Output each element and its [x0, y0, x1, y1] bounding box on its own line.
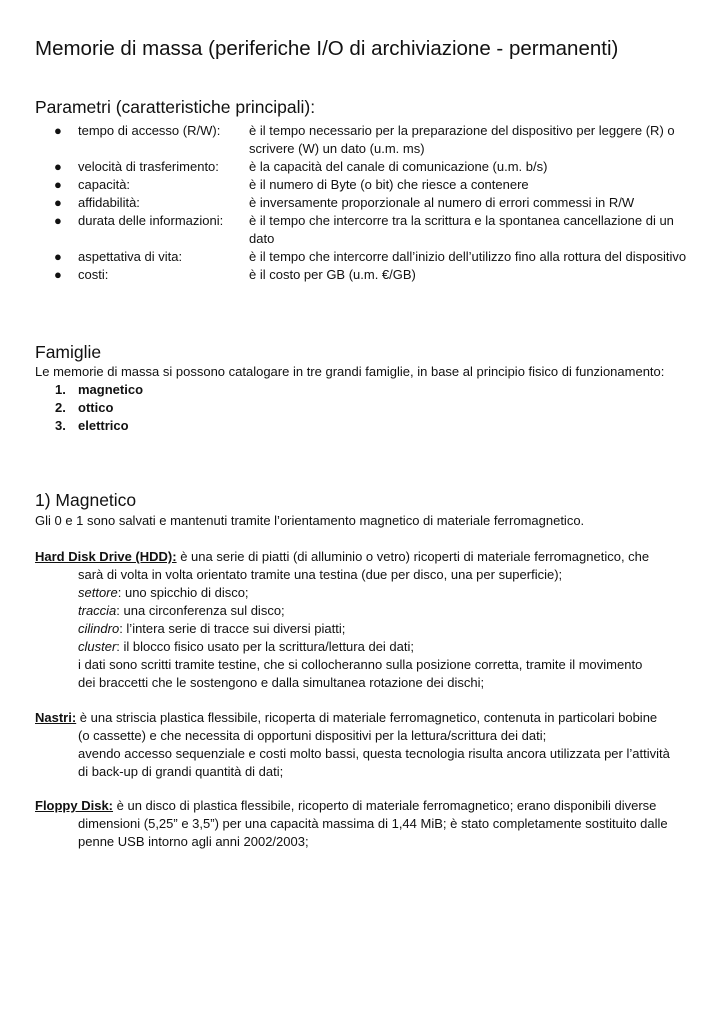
parameter-description: è il costo per GB (u.m. €/GB): [249, 267, 416, 282]
list-item: [0, 194, 725, 212]
parameter-name: costi:: [78, 267, 109, 282]
list-item: [0, 176, 725, 194]
parametri-list: [0, 122, 725, 284]
term-cilindro: cilindro: [78, 621, 120, 636]
floppy-description: è un disco di plastica flessibile, ricoperto di materiale ferromagnetico; erano disponibili diverse: [113, 798, 657, 813]
nastri-line: (o cassette) e che necessita di opportuni dispositivi per la lettura/scrittura dei dati;: [78, 728, 547, 743]
nastri-first-line: [35, 709, 685, 727]
floppy-line: dimensioni (5,25” e 3,5”) per una capacità massima di 1,44 MiB; è stato completamente sostituito dalle: [78, 816, 668, 831]
term-settore: settore: [78, 585, 118, 600]
term-definition: : una circonferenza sul disco;: [116, 603, 285, 618]
bullet-icon: ●: [54, 177, 62, 192]
parameter-description: è il numero di Byte (o bit) che riesce a contenere: [249, 177, 529, 192]
nastri-line: di back-up di grandi quantità di dati;: [78, 764, 284, 779]
parameter-name: velocità di trasferimento:: [78, 159, 219, 174]
hdd-term-line: [35, 602, 685, 620]
list-label: elettrico: [78, 418, 129, 433]
parameter-name: aspettativa di vita:: [78, 249, 183, 264]
list-label: magnetico: [78, 382, 144, 397]
famiglie-intro: Le memorie di massa si possono catalogare in tre grandi famiglie, in base al principio fisico di funzionamento:: [35, 364, 665, 379]
hdd-first-line: [35, 548, 685, 566]
hdd-line: i dati sono scritti tramite testine, che si collocheranno sulla posizione corretta, tramite il movimento: [78, 657, 643, 672]
bullet-icon: ●: [54, 195, 62, 210]
hdd-section: [35, 548, 685, 692]
floppy-line: penne USB intorno agli anni 2002/2003;: [78, 834, 309, 849]
floppy-first-line: [35, 797, 685, 815]
floppy-label: Floppy Disk:: [35, 798, 114, 813]
term-traccia: traccia: [78, 603, 117, 618]
term-definition: : l’intera serie di tracce sui diversi piatti;: [119, 621, 346, 636]
parameter-description: è inversamente proporzionale al numero di errori commessi in R/W: [249, 195, 635, 210]
hdd-term-line: [35, 584, 685, 602]
famiglie-heading: Famiglie: [35, 342, 102, 362]
hdd-term-line: [35, 620, 685, 638]
nastri-line: avendo accesso sequenziale e costi molto bassi, questa tecnologia risulta ancora utilizzata per l’attività: [78, 746, 670, 761]
bullet-icon: ●: [54, 213, 62, 228]
parameter-description: è il tempo che intercorre tra la scrittura e la spontanea cancellazione di un dato: [249, 213, 674, 246]
magnetico-heading: 1) Magnetico: [35, 490, 137, 510]
parameter-description: è il tempo che intercorre dall’inizio dell’utilizzo fino alla rottura del dispositivo: [249, 249, 687, 264]
nastri-description: è una striscia plastica flessibile, ricoperta di materiale ferromagnetico, contenuta in particolari bobine: [76, 710, 658, 725]
list-item: [0, 212, 725, 248]
term-definition: : il blocco fisico usato per la scrittura/lettura dei dati;: [116, 639, 414, 654]
parameter-description: è il tempo necessario per la preparazione del dispositivo per leggere (R) o scrivere (W) un dato (u.m. ms): [249, 123, 675, 156]
parameter-name: capacità:: [78, 177, 131, 192]
bullet-icon: ●: [54, 267, 62, 282]
list-item: [0, 158, 725, 176]
nastri-label: Nastri:: [35, 710, 77, 725]
term-definition: : uno spicchio di disco;: [117, 585, 249, 600]
bullet-icon: ●: [54, 123, 62, 138]
parameter-name: affidabilità:: [78, 195, 140, 210]
parameter-description: è la capacità del canale di comunicazione (u.m. b/s): [249, 159, 548, 174]
document-title: Memorie di massa (periferiche I/O di archiviazione - permanenti): [35, 37, 619, 60]
magnetico-intro: Gli 0 e 1 sono salvati e mantenuti tramite l’orientamento magnetico di materiale ferromagnetico.: [35, 513, 585, 528]
list-number: 2.: [55, 400, 66, 415]
hdd-term-line: [35, 638, 685, 656]
list-number: 3.: [55, 418, 66, 433]
hdd-line: sarà di volta in volta orientato tramite una testina (due per disco, una per superficie);: [78, 567, 563, 582]
list-label: ottico: [78, 400, 114, 415]
bullet-icon: ●: [54, 249, 62, 264]
nastri-section: [35, 709, 685, 781]
list-item: [0, 122, 725, 158]
parameter-name: durata delle informazioni:: [78, 213, 224, 228]
floppy-section: [35, 797, 685, 851]
list-item: [0, 248, 725, 266]
parametri-heading: Parametri (caratteristiche principali):: [35, 97, 316, 117]
bullet-icon: ●: [54, 159, 62, 174]
hdd-line: dei braccetti che le sostengono e dalla simultanea rotazione dei dischi;: [78, 675, 485, 690]
hdd-description: è una serie di piatti (di alluminio o vetro) ricoperti di materiale ferromagnetico, che: [176, 549, 650, 564]
term-cluster: cluster: [78, 639, 117, 654]
hdd-label: Hard Disk Drive (HDD):: [35, 549, 177, 564]
list-item: [0, 266, 725, 284]
list-number: 1.: [55, 382, 66, 397]
parameter-name: tempo di accesso (R/W):: [78, 123, 221, 138]
